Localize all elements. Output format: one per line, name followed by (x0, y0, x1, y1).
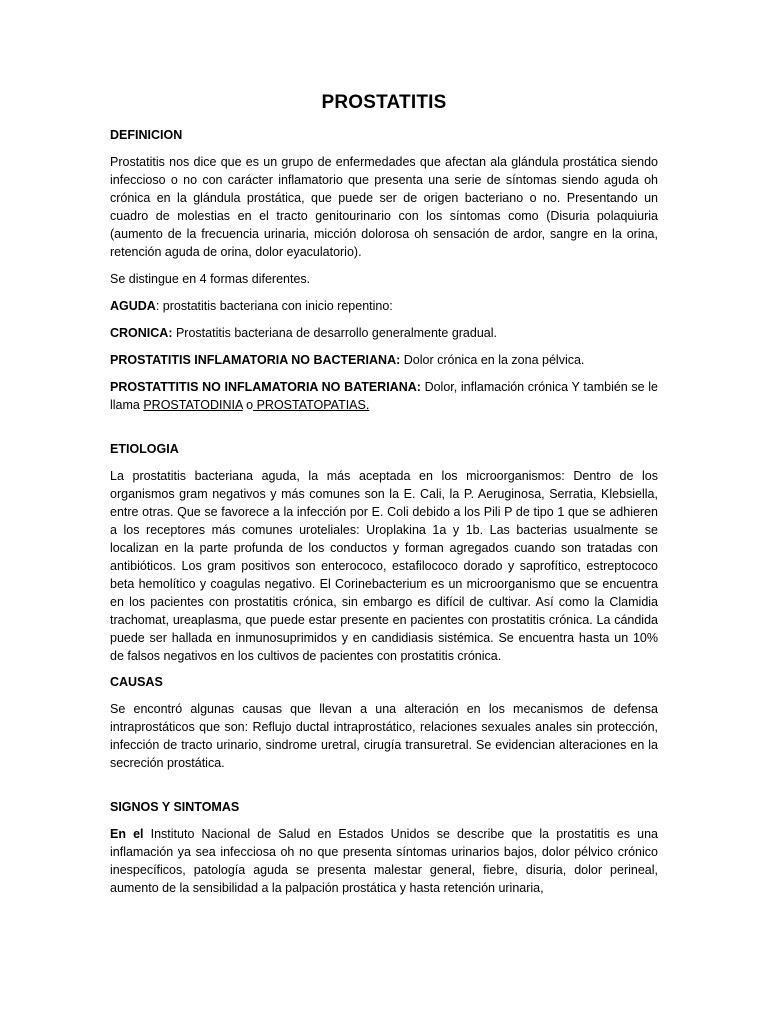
definicion-paragraph: Prostatitis nos dice que es un grupo de enfermedades que afectan ala glándula prostática siendo infeccioso o no con carácter inflamatorio que presenta una serie de síntomas siendo aguda oh crónica en la glándula prostática, que puede ser de origen bacteriano o no. Presentando un cuadro de molestias en el tracto genitourinario con los síntomas como (Disuria polaquiuria (aumento de la frecuencia urinaria, micción dolorosa oh sensación de ardor, sangre en la orina, retención aguda de orina, dolor eyaculatorio). (110, 155, 658, 259)
signos-paragraph (110, 825, 658, 897)
form-inflamatoria-text: Dolor crónica en la zona pélvica. (400, 353, 585, 367)
form-cronica (110, 324, 658, 342)
section-heading-signos: SIGNOS Y SINTOMAS (110, 800, 240, 814)
document-title: PROSTATITIS (321, 92, 447, 113)
form-cronica-text: Prostatitis bacteriana de desarrollo generalmente gradual. (172, 326, 497, 340)
formas-intro-paragraph: Se distingue en 4 formas diferentes. (110, 272, 311, 286)
form-inflamatoria-term: PROSTATITIS INFLAMATORIA NO BACTERIANA: (110, 353, 401, 367)
connector-o: o (242, 398, 254, 412)
form-aguda-term: AGUDA (110, 299, 156, 313)
section-spacer (110, 781, 658, 799)
section-heading-etiologia: ETIOLOGIA (110, 442, 179, 456)
section-heading-definicion: DEFINICION (110, 128, 183, 142)
form-inflamatoria (110, 351, 658, 369)
prostatopatias-link: PROSTATOPATIAS. (253, 398, 370, 412)
form-no-inflamatoria (110, 378, 658, 414)
signos-text: Instituto Nacional de Salud en Estados Unidos se describe que la prostatitis es una inflamación ya sea infecciosa oh no que presenta síntomas urinarios bajos, dolor pélvico crónico inespecíficos, patología aguda se presenta malestar general, fiebre, disuria, dolor perineal, aumento de la sensibilidad a la palpación prostática y hasta retención urinaria, (110, 827, 658, 895)
etiologia-paragraph: La prostatitis bacteriana aguda, la más aceptada en los microorganismos: Dentro de los organismos gram negativos y más comunes son la E. Cali, la P. Aeruginosa, Serratia, Klebsiella, entre otras. Que se favorece a la infección por E. Coli debido a los Pili P de tipo 1 que se adhieren a los receptores más comunes uroteliales: Uroplakina 1a y 1b. Las bacterias usualmente se localizan en la parte profunda de los conductos y forman agregados cuando son tratadas con antibióticos. Los gram positivos son enterococo, estafilococo dorado y saprofítico, estreptococo beta hemolítico y coagulas negativo. El Corinebacterium es un microorganismo que se encuentra en los pacientes con prostatitis crónica, sin embargo es difícil de cultivar. Así como la Clamidia trachomat, ureaplasma, que puede estar presente en pacientes con prostatitis crónica. La cándida puede ser hallada en inmunosuprimidos y en candidiasis sistémica. Se encuentra hasta un 10% de falsos negativos en los cultivos de pacientes con prostatitis crónica. (110, 469, 658, 663)
signos-lead: En el (110, 827, 144, 841)
prostatodinia-link: PROSTATODINIA (143, 398, 243, 412)
form-no-inflamatoria-text: Dolor, inflamación crónica Y también se le llama (110, 380, 658, 412)
form-aguda (110, 297, 658, 315)
section-spacer (110, 423, 658, 441)
causas-paragraph: Se encontró algunas causas que llevan a una alteración en los mecanismos de defensa intraprostáticos que son: Reflujo ductal intraprostático, relaciones sexuales anales sin protección, infección de tracto urinario, sindrome uretral, cirugía transuretral. Se evidencian alteraciones en la secreción prostática. (110, 702, 658, 770)
section-heading-causas: CAUSAS (110, 675, 163, 689)
form-aguda-text: : prostatitis bacteriana con inicio repentino: (155, 299, 393, 313)
form-no-inflamatoria-term: PROSTATTITIS NO INFLAMATORIA NO BATERIANA: (110, 380, 421, 394)
form-cronica-term: CRONICA: (110, 326, 173, 340)
